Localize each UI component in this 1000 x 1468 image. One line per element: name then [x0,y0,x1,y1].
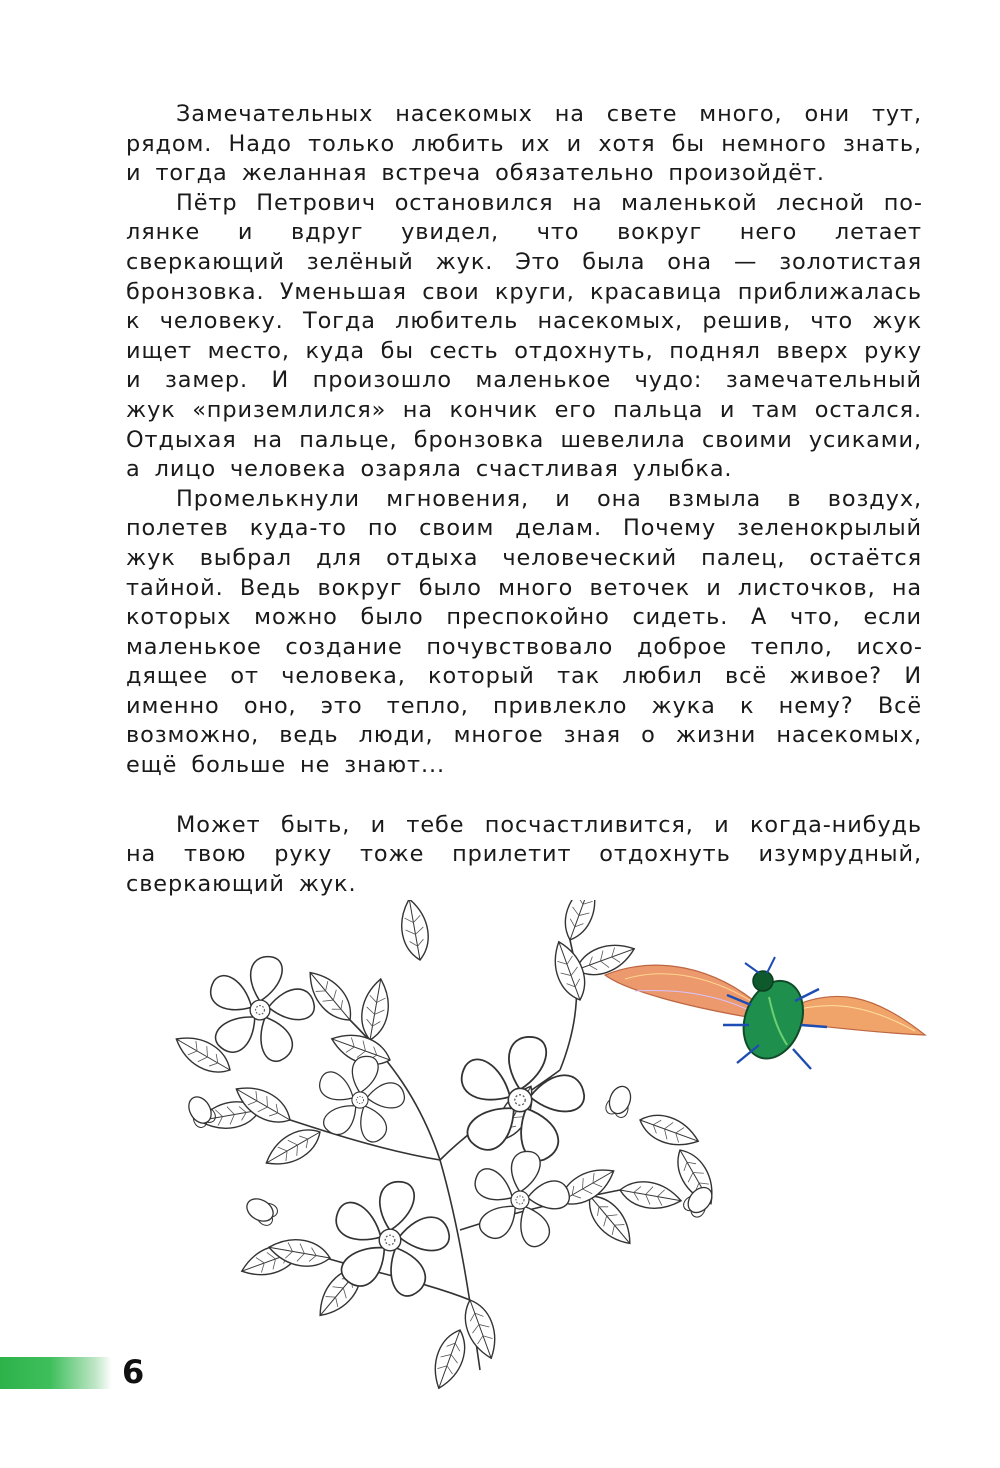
paragraph-1: Замечательных насекомых на свете много, они тут, рядом. Надо только любить их и хотя бы немного знать, и тогда желанная встреча обязательно произойдёт. [126,101,922,187]
paragraph-4: Может быть, и тебе посчастливится, и когда-нибудь на твою руку тоже прилетит отдохнуть изумрудный, сверкающий жук. [126,811,922,897]
article-text [126,100,922,899]
beetle-icon [605,957,925,1069]
paragraph-2: Пётр Петрович остановился на маленькой лесной полянке и вдруг увидел, что вокруг него летает сверкающий зелёный жук. Это была она — золотистая бронзовка. Уменьшая свои круги, красавица приближалась к человеку. Тогда любитель насекомых, решив, что жук ищет место, куда бы сесть отдохнуть, поднял вверх руку и замер. И произошло маленькое чудо: замечательный жук «приземлился» на кончик его пальца и там остался. Отдыхая на пальце, бронзовка шевелила своими усиками, а лицо человека озаряла счастливая улыбка. [126,189,922,483]
rosehip-beetle-illustration [140,900,930,1390]
page-number: 6 [122,1353,145,1391]
page-number-bar [0,1357,112,1389]
paragraph-3: Промелькнули мгновения, и она взмыла в воздух, полетев куда-то по своим делам. Почему зеленокрылый жук выбрал для отдыха человеческий палец, остаётся тайной. Ведь вокруг было много веточек и листочков, на которых можно было преспокойно сидеть. А что, если маленькое создание почувствовало доброе тепло, исходящее от человека, который так любил всё живое? И именно оно, это тепло, привлекло жука к нему? Всё возможно, ведь люди, многое зная о жизни насекомых, ещё больше не знают... [126,485,922,779]
